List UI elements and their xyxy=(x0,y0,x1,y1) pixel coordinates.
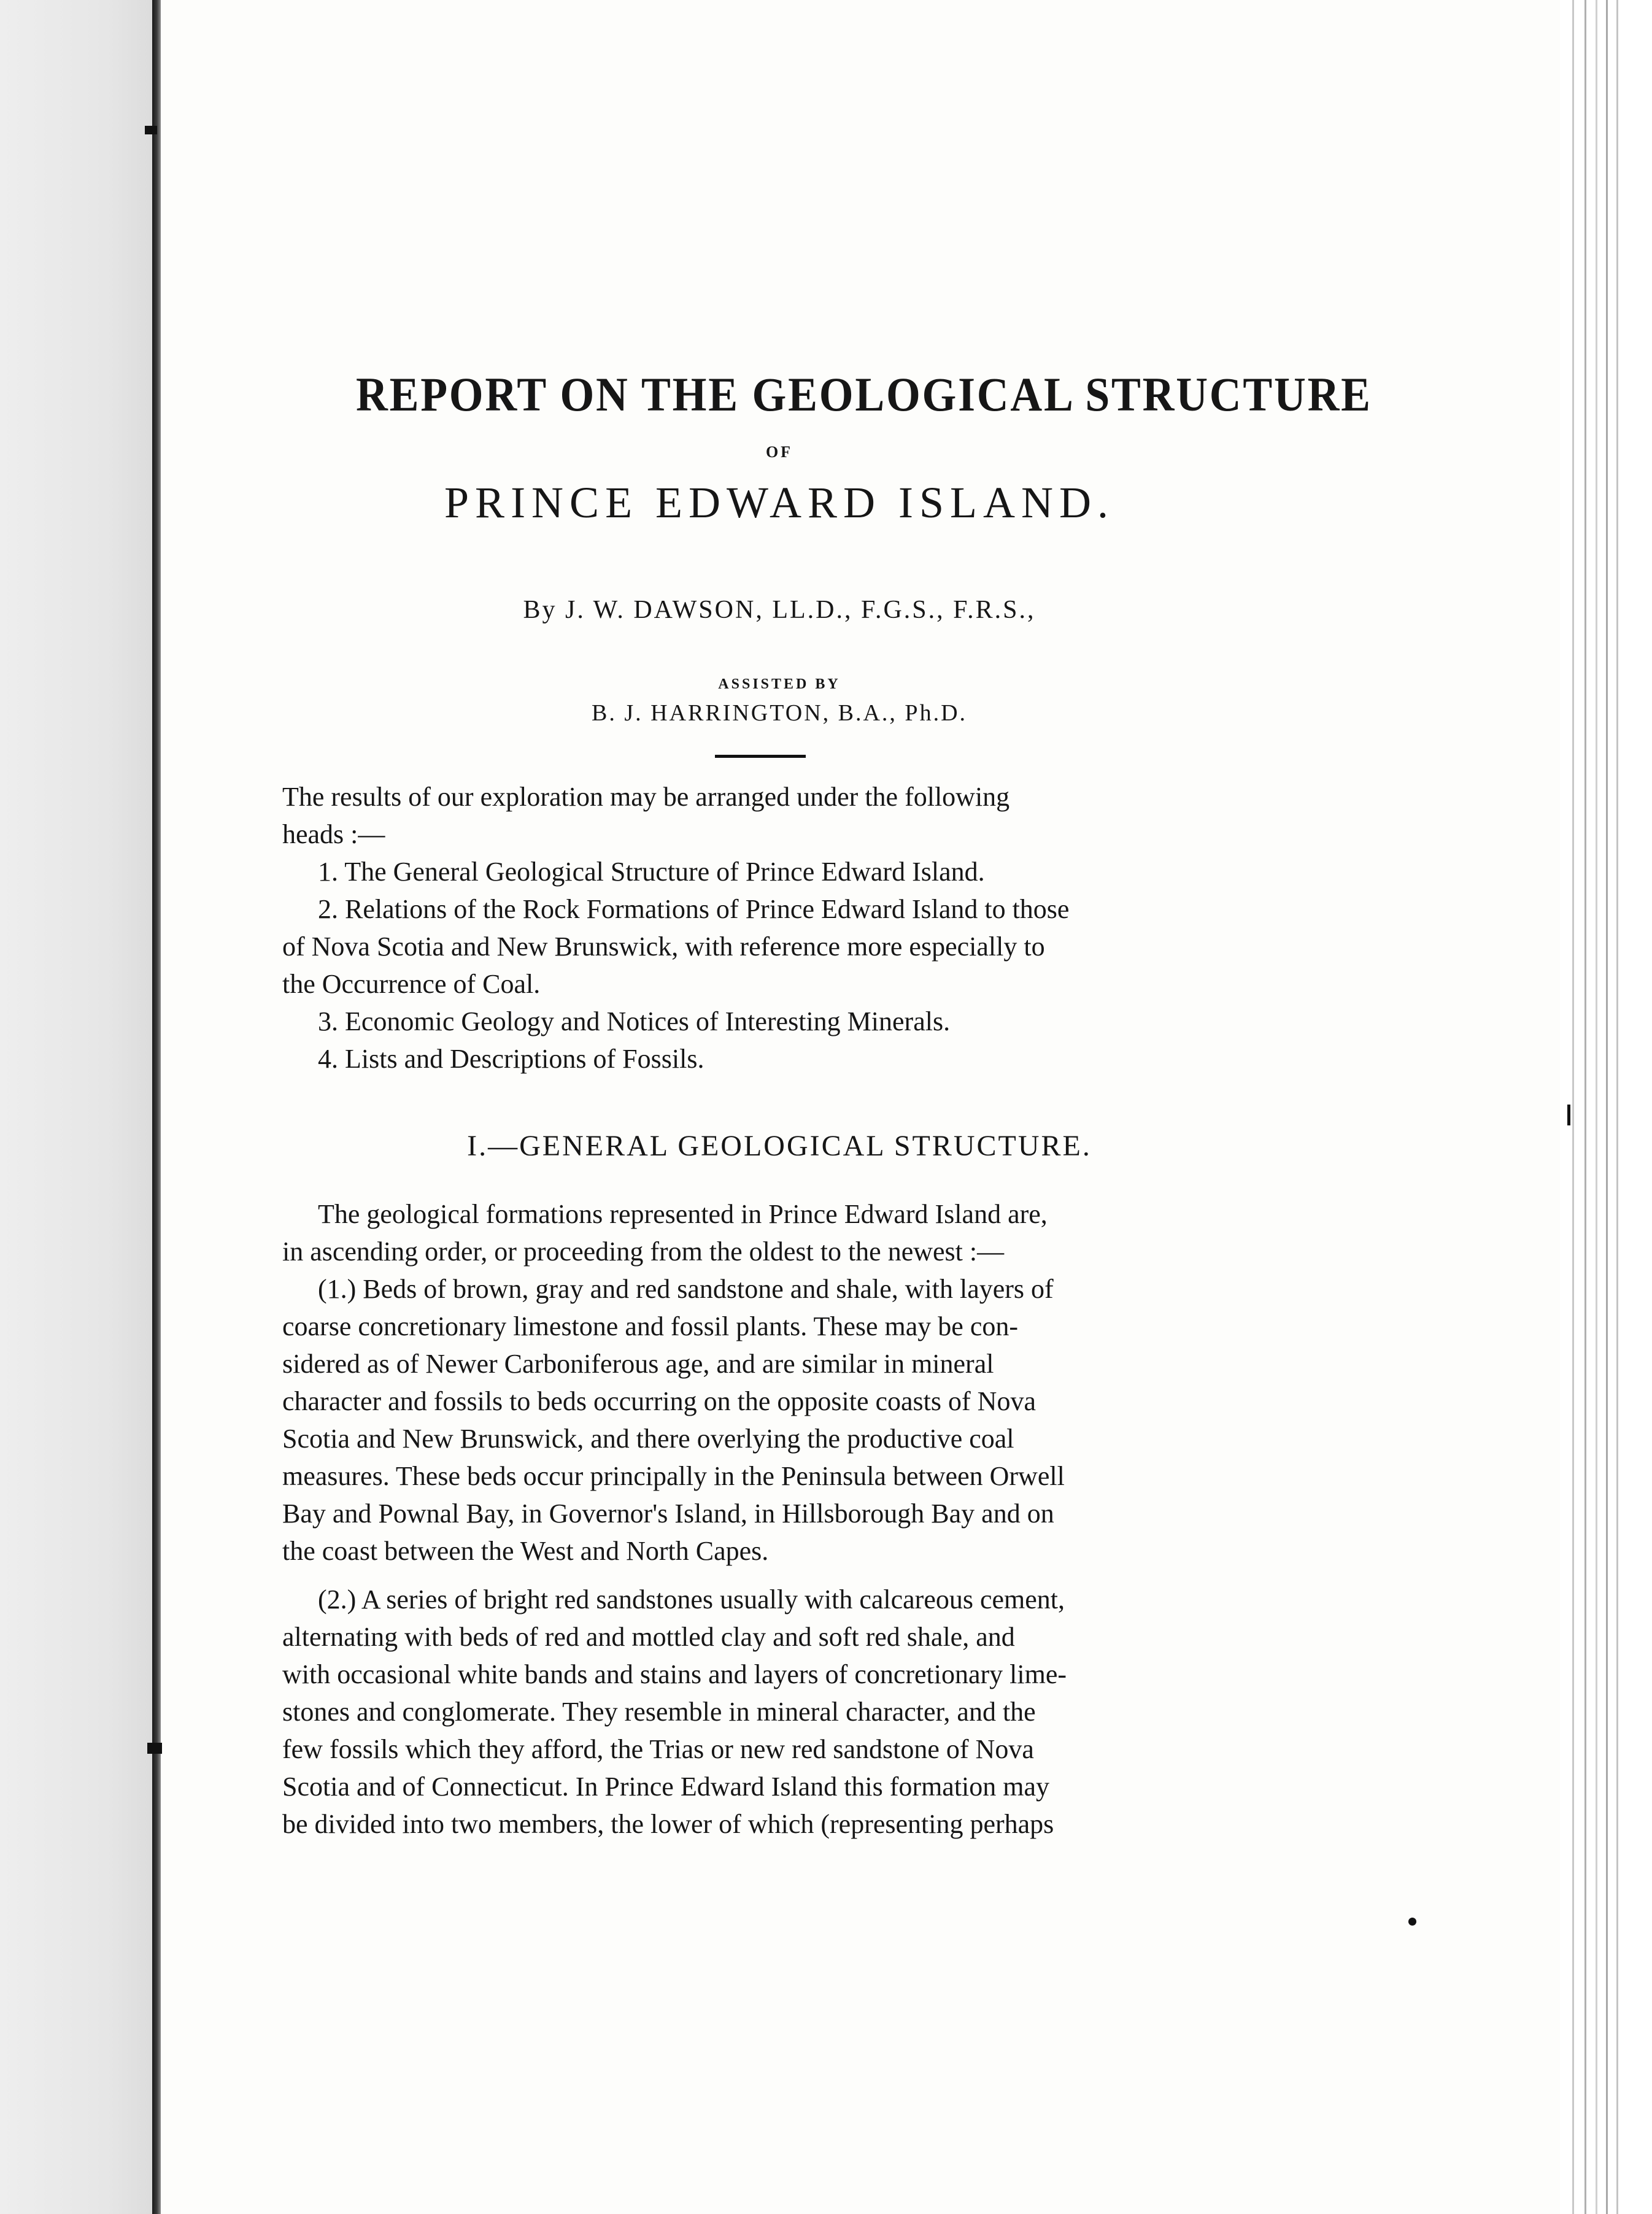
item2-line: few fossils which they afford, the Trias or new red sandstone of Nova xyxy=(282,1734,1034,1764)
assistant-name: B. J. HARRINGTON, B.A., Ph.D. xyxy=(591,700,968,726)
item1-line: Scotia and New Brunswick, and there overlying the productive coal xyxy=(282,1424,1014,1454)
page-edge-line xyxy=(1616,0,1618,2214)
head-item-2-cont: of Nova Scotia and New Brunswick, with reference more especially to xyxy=(282,932,1045,962)
item2-line: be divided into two members, the lower of which (representing perhaps xyxy=(282,1809,1054,1839)
item1-line: measures. These beds occur principally in the Peninsula between Orwell xyxy=(282,1461,1065,1491)
item1-line: (1.) Beds of brown, gray and red sandstone and shale, with layers of xyxy=(318,1274,1054,1304)
page-edge-line xyxy=(1572,0,1574,2214)
head-item-2-cont: the Occurrence of Coal. xyxy=(282,969,541,999)
left-scan-margin xyxy=(0,0,152,2214)
assisted-by-label: ASSISTED BY xyxy=(718,676,841,692)
edge-tick-mark xyxy=(1567,1105,1570,1125)
section-heading: I.—GENERAL GEOLOGICAL STRUCTURE. xyxy=(467,1130,1092,1162)
report-title: REPORT ON THE GEOLOGICAL STRUCTURE xyxy=(356,368,1372,421)
head-item-3: 3. Economic Geology and Notices of Interesting Minerals. xyxy=(318,1006,951,1036)
item2-line: (2.) A series of bright red sandstones usually with calcareous cement, xyxy=(318,1584,1065,1614)
binding-nick-mark xyxy=(145,126,157,134)
page-edge-line xyxy=(1606,0,1608,2214)
head-item-2: 2. Relations of the Rock Formations of Prince Edward Island to those xyxy=(318,894,1070,924)
head-item-4: 4. Lists and Descriptions of Fossils. xyxy=(318,1044,704,1074)
binding-nick-mark xyxy=(147,1743,162,1754)
intro-line: heads :— xyxy=(282,819,385,849)
title-connector: OF xyxy=(765,443,793,461)
item1-line: sidered as of Newer Carboniferous age, and are similar in mineral xyxy=(282,1349,994,1379)
page-edge-line xyxy=(1584,0,1586,2214)
item1-line: the coast between the West and North Capes. xyxy=(282,1536,769,1566)
section-intro-line: in ascending order, or proceeding from the oldest to the newest :— xyxy=(282,1236,1005,1267)
item1-line: coarse concretionary limestone and fossil plants. These may be con- xyxy=(282,1311,1019,1341)
head-item-1: 1. The General Geological Structure of Prince Edward Island. xyxy=(318,857,985,887)
intro-line: The results of our exploration may be arranged under the following xyxy=(282,782,1010,812)
item2-line: Scotia and of Connecticut. In Prince Edward Island this formation may xyxy=(282,1772,1050,1802)
page-edge-line xyxy=(1596,0,1597,2214)
binding-edge xyxy=(152,0,161,2214)
title-rule xyxy=(715,755,806,758)
item1-line: Bay and Pownal Bay, in Governor's Island, in Hillsborough Bay and on xyxy=(282,1498,1054,1529)
report-subtitle: PRINCE EDWARD ISLAND. xyxy=(444,478,1114,527)
item2-line: with occasional white bands and stains and layers of concretionary lime- xyxy=(282,1659,1067,1689)
section-intro-line: The geological formations represented in Prince Edward Island are, xyxy=(318,1199,1048,1229)
item2-line: stones and conglomerate. They resemble in mineral character, and the xyxy=(282,1697,1036,1727)
item1-line: character and fossils to beds occurring on the opposite coasts of Nova xyxy=(282,1386,1036,1416)
item2-line: alternating with beds of red and mottled clay and soft red shale, and xyxy=(282,1622,1015,1652)
page-edge-stack xyxy=(1560,0,1652,2214)
author-byline: By J. W. DAWSON, LL.D., F.G.S., F.R.S., xyxy=(523,596,1036,624)
stray-dot-mark xyxy=(1408,1918,1416,1926)
